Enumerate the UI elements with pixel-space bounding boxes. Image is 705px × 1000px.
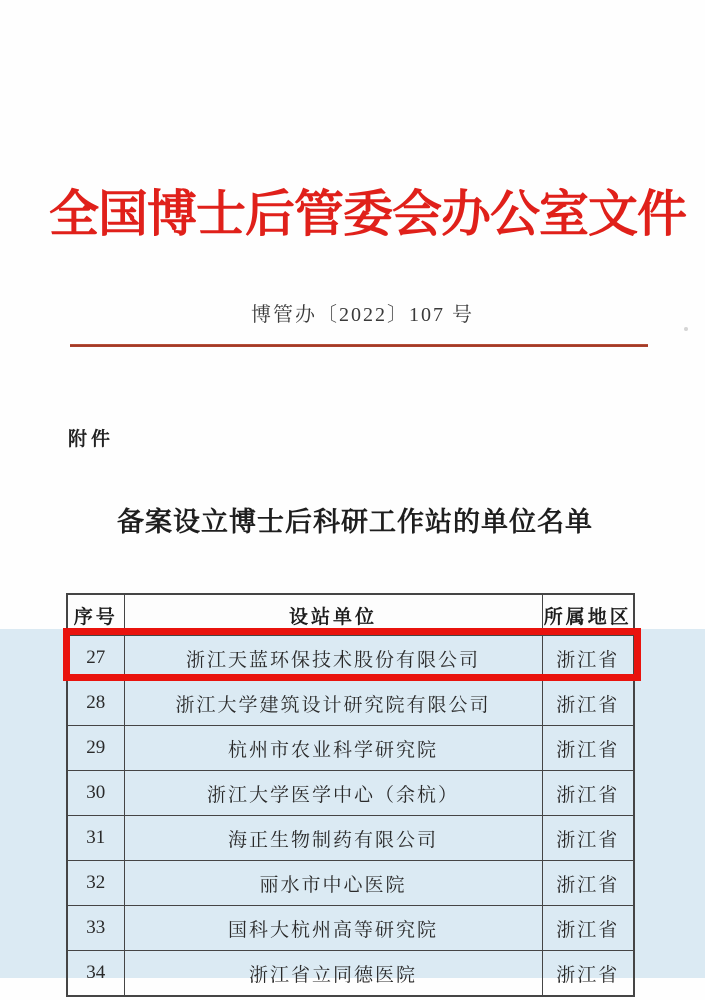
row-region-cell: 浙江省 bbox=[542, 906, 634, 951]
row-region-cell: 浙江省 bbox=[542, 636, 634, 681]
row-serial-cell: 33 bbox=[67, 906, 124, 951]
col-header-region: 所属地区 bbox=[542, 594, 634, 636]
row-region-cell: 浙江省 bbox=[542, 816, 634, 861]
row-serial-cell: 31 bbox=[67, 816, 124, 861]
table-row bbox=[67, 951, 634, 997]
row-unit-cell: 丽水市中心医院 bbox=[124, 861, 542, 906]
row-region-cell: 浙江省 bbox=[542, 771, 634, 816]
row-unit-cell: 杭州市农业科学研究院 bbox=[124, 726, 542, 771]
row-region-cell: 浙江省 bbox=[542, 726, 634, 771]
row-serial-cell: 28 bbox=[67, 681, 124, 726]
document-title: 全国博士后管委会办公室文件 bbox=[49, 186, 686, 242]
row-unit-cell: 浙江大学医学中心（余杭） bbox=[124, 771, 542, 816]
row-unit-cell: 浙江大学建筑设计研究院有限公司 bbox=[124, 681, 542, 726]
col-header-serial: 序号 bbox=[67, 594, 124, 636]
table-row bbox=[67, 906, 634, 951]
row-unit-cell: 浙江省立同德医院 bbox=[124, 951, 542, 997]
row-serial-cell: 34 bbox=[67, 951, 124, 997]
attachment-label: 附件 bbox=[68, 429, 115, 450]
row-unit-cell: 海正生物制药有限公司 bbox=[124, 816, 542, 861]
row-serial-cell: 30 bbox=[67, 771, 124, 816]
row-region-cell: 浙江省 bbox=[542, 951, 634, 997]
table-row bbox=[67, 816, 634, 861]
red-divider-line bbox=[70, 344, 648, 347]
row-serial-cell: 27 bbox=[67, 636, 124, 681]
table-row bbox=[67, 771, 634, 816]
row-region-cell: 浙江省 bbox=[542, 861, 634, 906]
table-row bbox=[67, 726, 634, 771]
row-unit-cell: 浙江天蓝环保技术股份有限公司 bbox=[124, 636, 542, 681]
row-serial-cell: 32 bbox=[67, 861, 124, 906]
document-number: 博管办〔2022〕107 号 bbox=[251, 304, 474, 326]
col-header-unit: 设站单位 bbox=[124, 594, 542, 636]
table-row bbox=[67, 681, 634, 726]
row-serial-cell: 29 bbox=[67, 726, 124, 771]
row-region-cell: 浙江省 bbox=[542, 681, 634, 726]
table-row bbox=[67, 861, 634, 906]
units-table-body bbox=[67, 636, 634, 997]
row-unit-cell: 国科大杭州高等研究院 bbox=[124, 906, 542, 951]
table-title: 备案设立博士后科研工作站的单位名单 bbox=[117, 507, 593, 537]
scan-artifact-speck bbox=[684, 327, 688, 331]
row-27-highlight-box bbox=[63, 628, 641, 681]
